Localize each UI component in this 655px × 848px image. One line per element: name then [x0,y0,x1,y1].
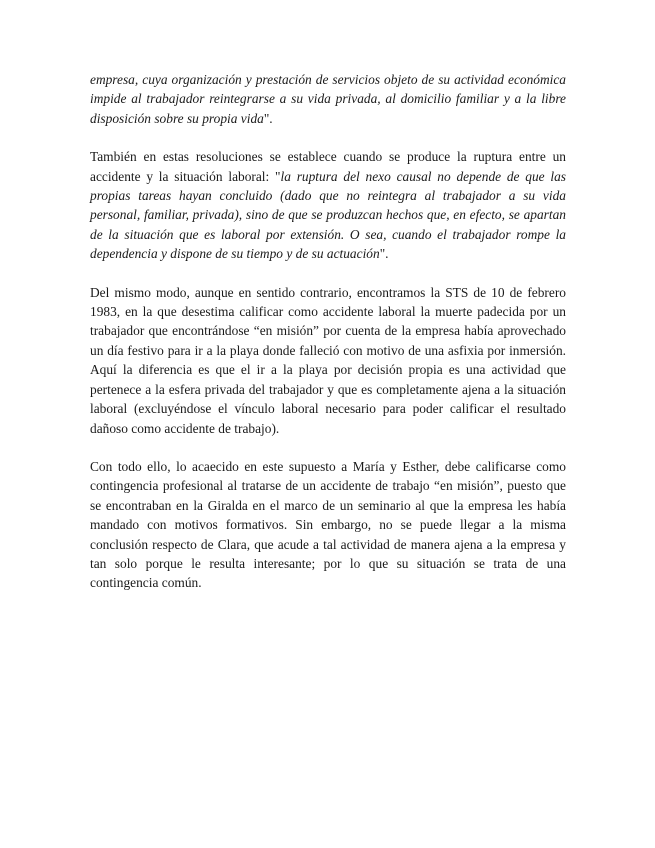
italic-quote: la ruptura del nexo causal no depende de que las propias tareas hayan concluido (dado que no reintegra al trabajador a su vida personal, familiar, privada), sino de que se produzcan hechos que, en efecto, se apartan de la situación que es laboral por extensión. O sea, cuando el trabajador rompe la dependencia y dispone de su tiempo y de su actuación [90,168,567,262]
paragraph-sts-1983: Del mismo modo, aunque en sentido contrario, encontramos la STS de 10 de febrero 1983, en la que desestima calificar como accidente laboral la muerte padecida por un trabajador que encontrándose “en misión” por cuenta de la empresa había aprovechado un día festivo para ir a la playa donde falleció con motivo de una asfixia por inmersión. Aquí la diferencia es que el ir a la playa por decisión propia es una actividad que pertenece a la esfera privada del trabajador y que es completamente ajena a la situación laboral (excluyéndose el vínculo laboral necesario para poder calificar el resultado dañoso como accidente de trabajo). [90,284,566,436]
italic-quote: empresa, cuya organización y prestación de servicios objeto de su actividad económica impide al trabajador reintegrarse a su vida privada, al domicilio familiar y a la libre disposición sobre su propia vida [90,72,566,126]
document-page [90,70,566,612]
paragraph-conclusion: Con todo ello, lo acaecido en este supuesto a María y Esther, debe calificarse como contingencia profesional al tratarse de un accidente de trabajo “en misión”, puesto que se encontraban en la Giralda en el marco de un seminario al que la empresa les había mandado con motivos formativos. Sin embargo, no se puede llegar a la misma conclusión respecto de Clara, que acude a tal actividad de manera ajena a la empresa y tan solo porque le resulta interesante; por lo que su situación se trata de una contingencia común. [90,458,566,591]
quote-close: ". [379,246,389,262]
paragraph-quote-continuation [90,70,566,128]
paragraph-ruptura [90,147,566,263]
quote-close: ". [263,110,273,126]
paragraph-lead: También en estas resoluciones se establece cuando se produce la ruptura entre un accidente y la situación laboral: " [90,149,566,184]
